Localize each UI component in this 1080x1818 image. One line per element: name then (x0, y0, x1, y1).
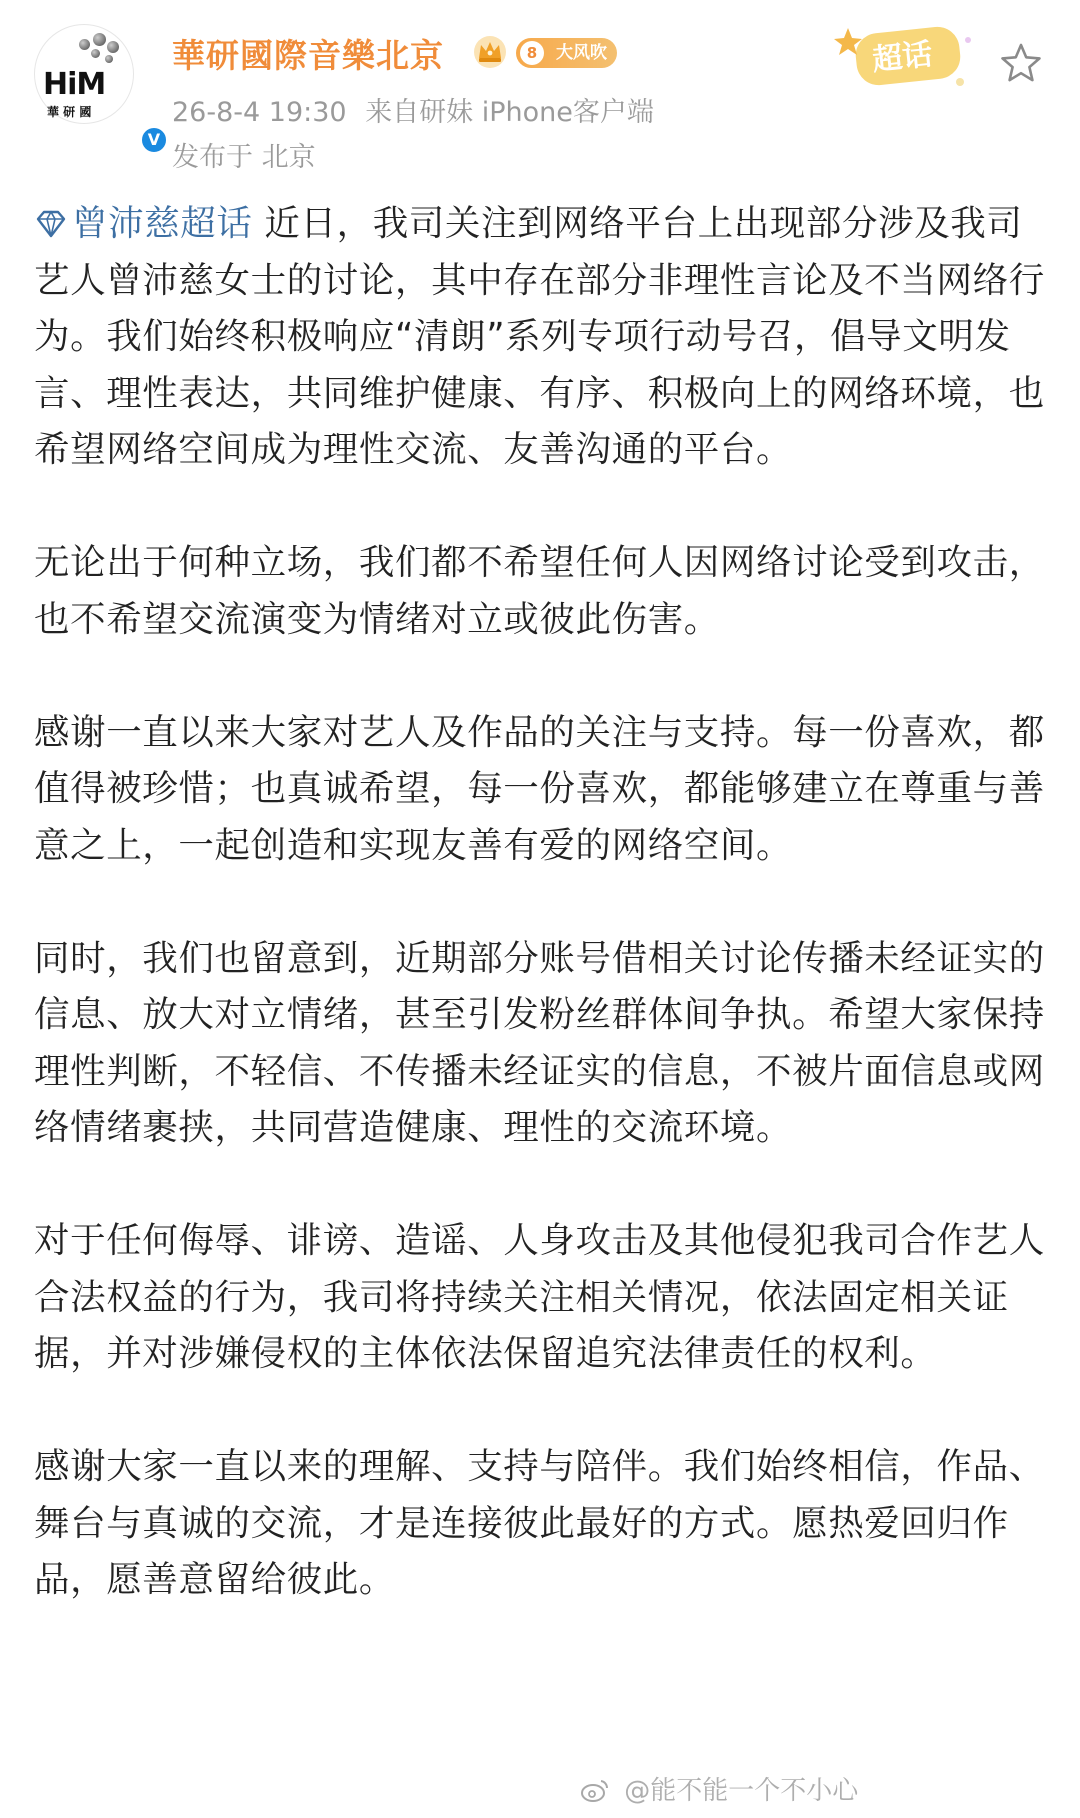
post-paragraph-1 (34, 196, 1050, 479)
star-icon[interactable] (998, 40, 1044, 86)
avatar[interactable] (34, 24, 161, 149)
avatar-logo-text: HiM (43, 67, 106, 102)
post-location: 发布于 北京 (172, 142, 316, 173)
crown-icon (472, 34, 508, 68)
diamond-icon (34, 209, 68, 239)
weibo-watermark (580, 1770, 858, 1807)
verified-icon: V (139, 125, 169, 155)
post-paragraph-6: 感谢大家一直以来的理解、支持与陪伴。我们始终相信，作品、舞台与真诚的交流，才是连接彼此最好的方式。愿热爱回归作品，愿善意留给彼此。 (34, 1446, 1045, 1600)
post-paragraph-2: 无论出于何种立场，我们都不希望任何人因网络讨论受到攻击，也不希望交流演变为情绪对立或彼此伤害。 (34, 542, 1045, 640)
post-body (34, 196, 1050, 1665)
post-client[interactable]: 来自研妹 iPhone客户端 (365, 97, 654, 128)
post-paragraph-3: 感谢一直以来大家对艺人及作品的关注与支持。每一份喜欢，都值得被珍惜；也真诚希望，每一份喜欢，都能够建立在尊重与善意之上，一起创造和实现友善有爱的网络空间。 (34, 711, 1045, 866)
weibo-logo-icon (580, 1777, 610, 1803)
paragraph-1-text: 近日，我司关注到网络平台上出现部分涉及我司艺人曾沛慈女士的讨论，其中存在部分非理性言论及不当网络行为。我们始终积极响应“清朗”系列专项行动号召，倡导文明发言、理性表达，共同维护健康、有序、积极向上的网络环境，也希望网络空间成为理性交流、友善沟通的平台。 (34, 203, 1045, 470)
post-header (0, 0, 1080, 180)
author-name[interactable]: 華研國際音樂北京 (172, 36, 444, 75)
post-meta (172, 90, 654, 129)
fan-badge-level: 8 (520, 41, 544, 65)
post-paragraph-4: 同时，我们也留意到，近期部分账号借相关讨论传播未经证实的信息、放大对立情绪，甚至引发粉丝群体间争执。希望大家保持理性判断，不轻信、不传播未经证实的信息，不被片面信息或网络情绪裹挟，共同营造健康、理性的交流环境。 (34, 937, 1045, 1148)
fan-badge-label: 大风吹 (556, 43, 607, 63)
watermark-text: @能不能一个不小心 (624, 1776, 859, 1806)
supertopic-badge[interactable] (828, 20, 978, 96)
post-timestamp: 26-8-4 19:30 (172, 97, 347, 128)
fan-level-badge[interactable] (516, 38, 617, 68)
supertopic-link-text: 曾沛慈超话 (72, 203, 253, 244)
post-paragraph-5: 对于任何侮辱、诽谤、造谣、人身攻击及其他侵犯我司合作艺人合法权益的行为，我司将持续关注相关情况，依法固定相关证据，并对涉嫌侵权的主体依法保留追究法律责任的权利。 (34, 1220, 1045, 1374)
supertopic-link[interactable] (34, 203, 253, 244)
avatar-logo-subtext: 華 研 國 (47, 105, 92, 119)
supertopic-label: 超话 (870, 36, 935, 79)
